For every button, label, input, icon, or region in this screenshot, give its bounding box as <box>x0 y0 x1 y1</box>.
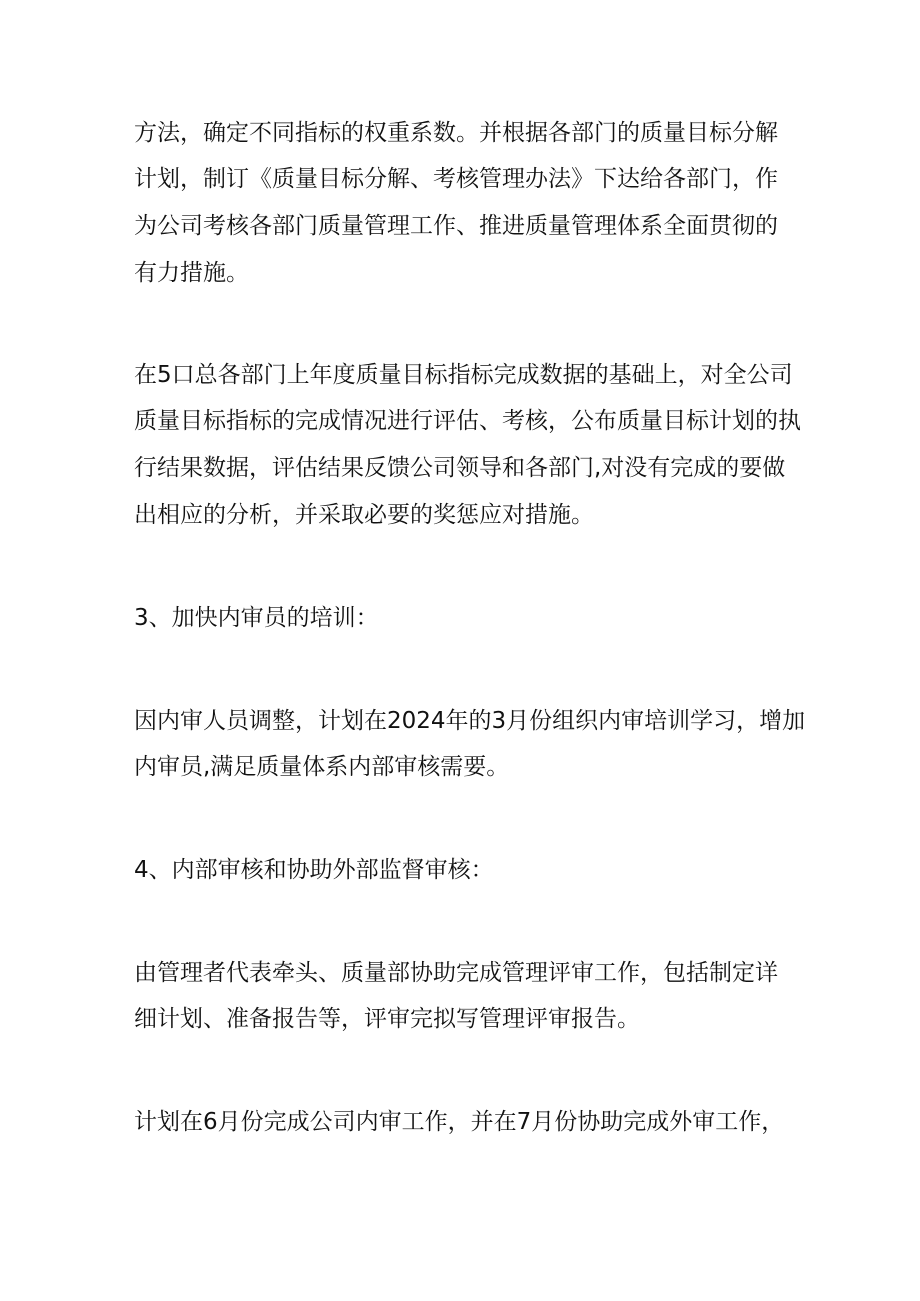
paragraph-2-line-3: 行结果数据，评估结果反馈公司领导和各部门,对没有完成的要做 <box>134 455 786 481</box>
paragraph-1-line-3: 为公司考核各部门质量管理工作、推进质量管理体系全面贯彻的 <box>134 213 778 239</box>
section-heading-4: 4、内部审核和协助外部监督审核： <box>134 857 494 883</box>
paragraph-2-line-4: 出相应的分析，并采取必要的奖惩应对措施。 <box>134 502 594 528</box>
paragraph-5-line-1: 计划在6月份完成公司内审工作，并在7月份协助完成外审工作， <box>134 1109 785 1135</box>
paragraph-3-line-2: 内审员,满足质量体系内部审核需要。 <box>134 754 510 780</box>
paragraph-2-line-2: 质量目标指标的完成情况进行评估、考核，公布质量目标计划的执 <box>134 408 801 434</box>
paragraph-4-line-2: 细计划、准备报告等，评审完拟写管理评审报告。 <box>134 1006 640 1032</box>
paragraph-4-line-1: 由管理者代表牵头、质量部协助完成管理评审工作，包括制定详 <box>134 960 778 986</box>
paragraph-1-line-2: 计划，制订《质量目标分解、考核管理办法》下达给各部门，作 <box>134 166 778 192</box>
section-heading-3: 3、加快内审员的培训： <box>134 605 379 631</box>
paragraph-1-line-4: 有力措施。 <box>134 260 249 286</box>
paragraph-2-line-1: 在5口总各部门上年度质量目标指标完成数据的基础上，对全公司 <box>134 362 793 388</box>
paragraph-3-line-1: 因内审人员调整，计划在2024年的3月份组织内审培训学习，增加 <box>134 708 806 734</box>
paragraph-1-line-1: 方法，确定不同指标的权重系数。并根据各部门的质量目标分解 <box>134 120 778 146</box>
